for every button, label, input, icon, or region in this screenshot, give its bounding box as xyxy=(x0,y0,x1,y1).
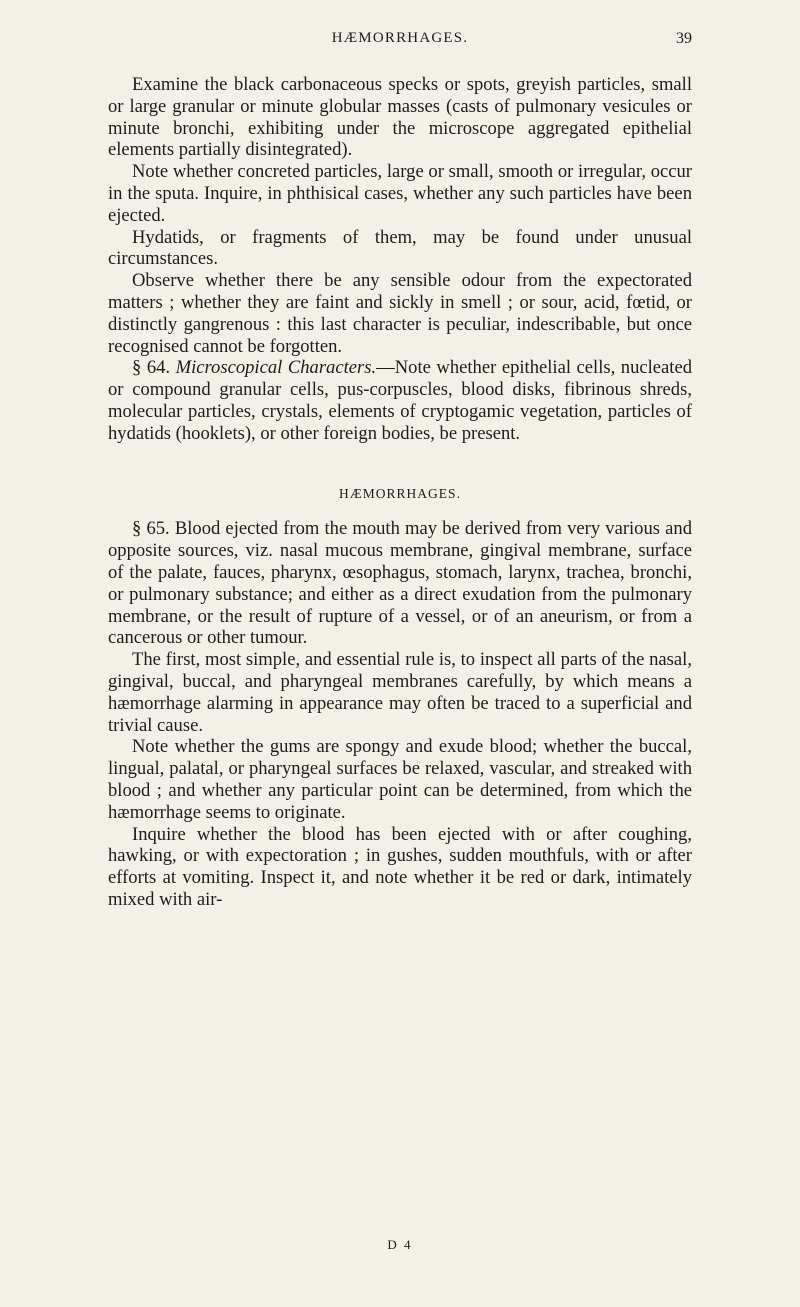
paragraph: Hydatids, or fragments of them, may be found under unusual circumstances. xyxy=(108,226,692,270)
paragraph: Inquire whether the blood has been ejected with or after coughing, hawking, or with expectoration ; in gushes, sudden mouthfuls, with or after efforts at vomiting. Inspect it, and note whether it be red or dark, intimately mixed with air- xyxy=(108,823,692,910)
section-number: § 64. xyxy=(132,357,171,379)
signature-mark: D 4 xyxy=(387,1237,413,1252)
paragraph: Note whether the gums are spongy and exude blood; whether the buccal, lingual, palatal, or pharyngeal surfaces be relaxed, vascular, and streaked with blood ; and whether any particular point can be determined, from which the hæmorrhage seems to originate. xyxy=(108,736,692,823)
paragraph: § 65. Blood ejected from the mouth may be derived from very various and opposite sources, viz. nasal mucous membrane, gingival membrane, surface of the palate, fauces, pharynx, œsophagus, stomach, larynx, trachea, bronchi, or pulmonary substance; and either as a direct exudation from the pulmonary membrane, or the result of rupture of a vessel, or of an aneurism, or from a cancerous or other tumour. xyxy=(108,518,692,649)
page-number: 39 xyxy=(676,30,692,47)
paragraph: Note whether concreted particles, large or small, smooth or irregular, occur in the sputa. Inquire, in phthisical cases, whether any such particles have been ejected. xyxy=(108,161,692,226)
section-title: Microscopical Characters. xyxy=(175,357,377,379)
running-head-title: HÆMORRHAGES. xyxy=(331,30,469,46)
body-text xyxy=(108,74,692,911)
paragraph: Examine the black carbonaceous specks or spots, greyish particles, small or large granular or minute globular masses (casts of pulmonary vesicules or minute bronchi, exhibiting under the microscope aggregated epithelial elements partially disintegrated). xyxy=(108,74,692,161)
section-64-paragraph xyxy=(108,357,692,444)
paragraph: The first, most simple, and essential rule is, to inspect all parts of the nasal, gingival, buccal, and pharyngeal membranes carefully, by which means a hæmorrhage alarming in appearance may often be traced to a superficial and trivial cause. xyxy=(108,649,692,736)
paragraph: Observe whether there be any sensible odour from the expectorated matters ; whether they are faint and sickly in smell ; or sour, acid, fœtid, or distinctly gangrenous : this last character is peculiar, indescribable, but once recognised cannot be forgotten. xyxy=(108,270,692,357)
section-text: —Note whether epithelial cells, nucleated or compound granular cells, pus-corpuscles, blood disks, fibrinous shreds, molecular particles, crystals, elements of cryptogamic vegetation, particles of hydatids (hooklets), or other foreign bodies, be present. xyxy=(108,357,693,444)
section-heading: HÆMORRHAGES. xyxy=(339,485,461,501)
